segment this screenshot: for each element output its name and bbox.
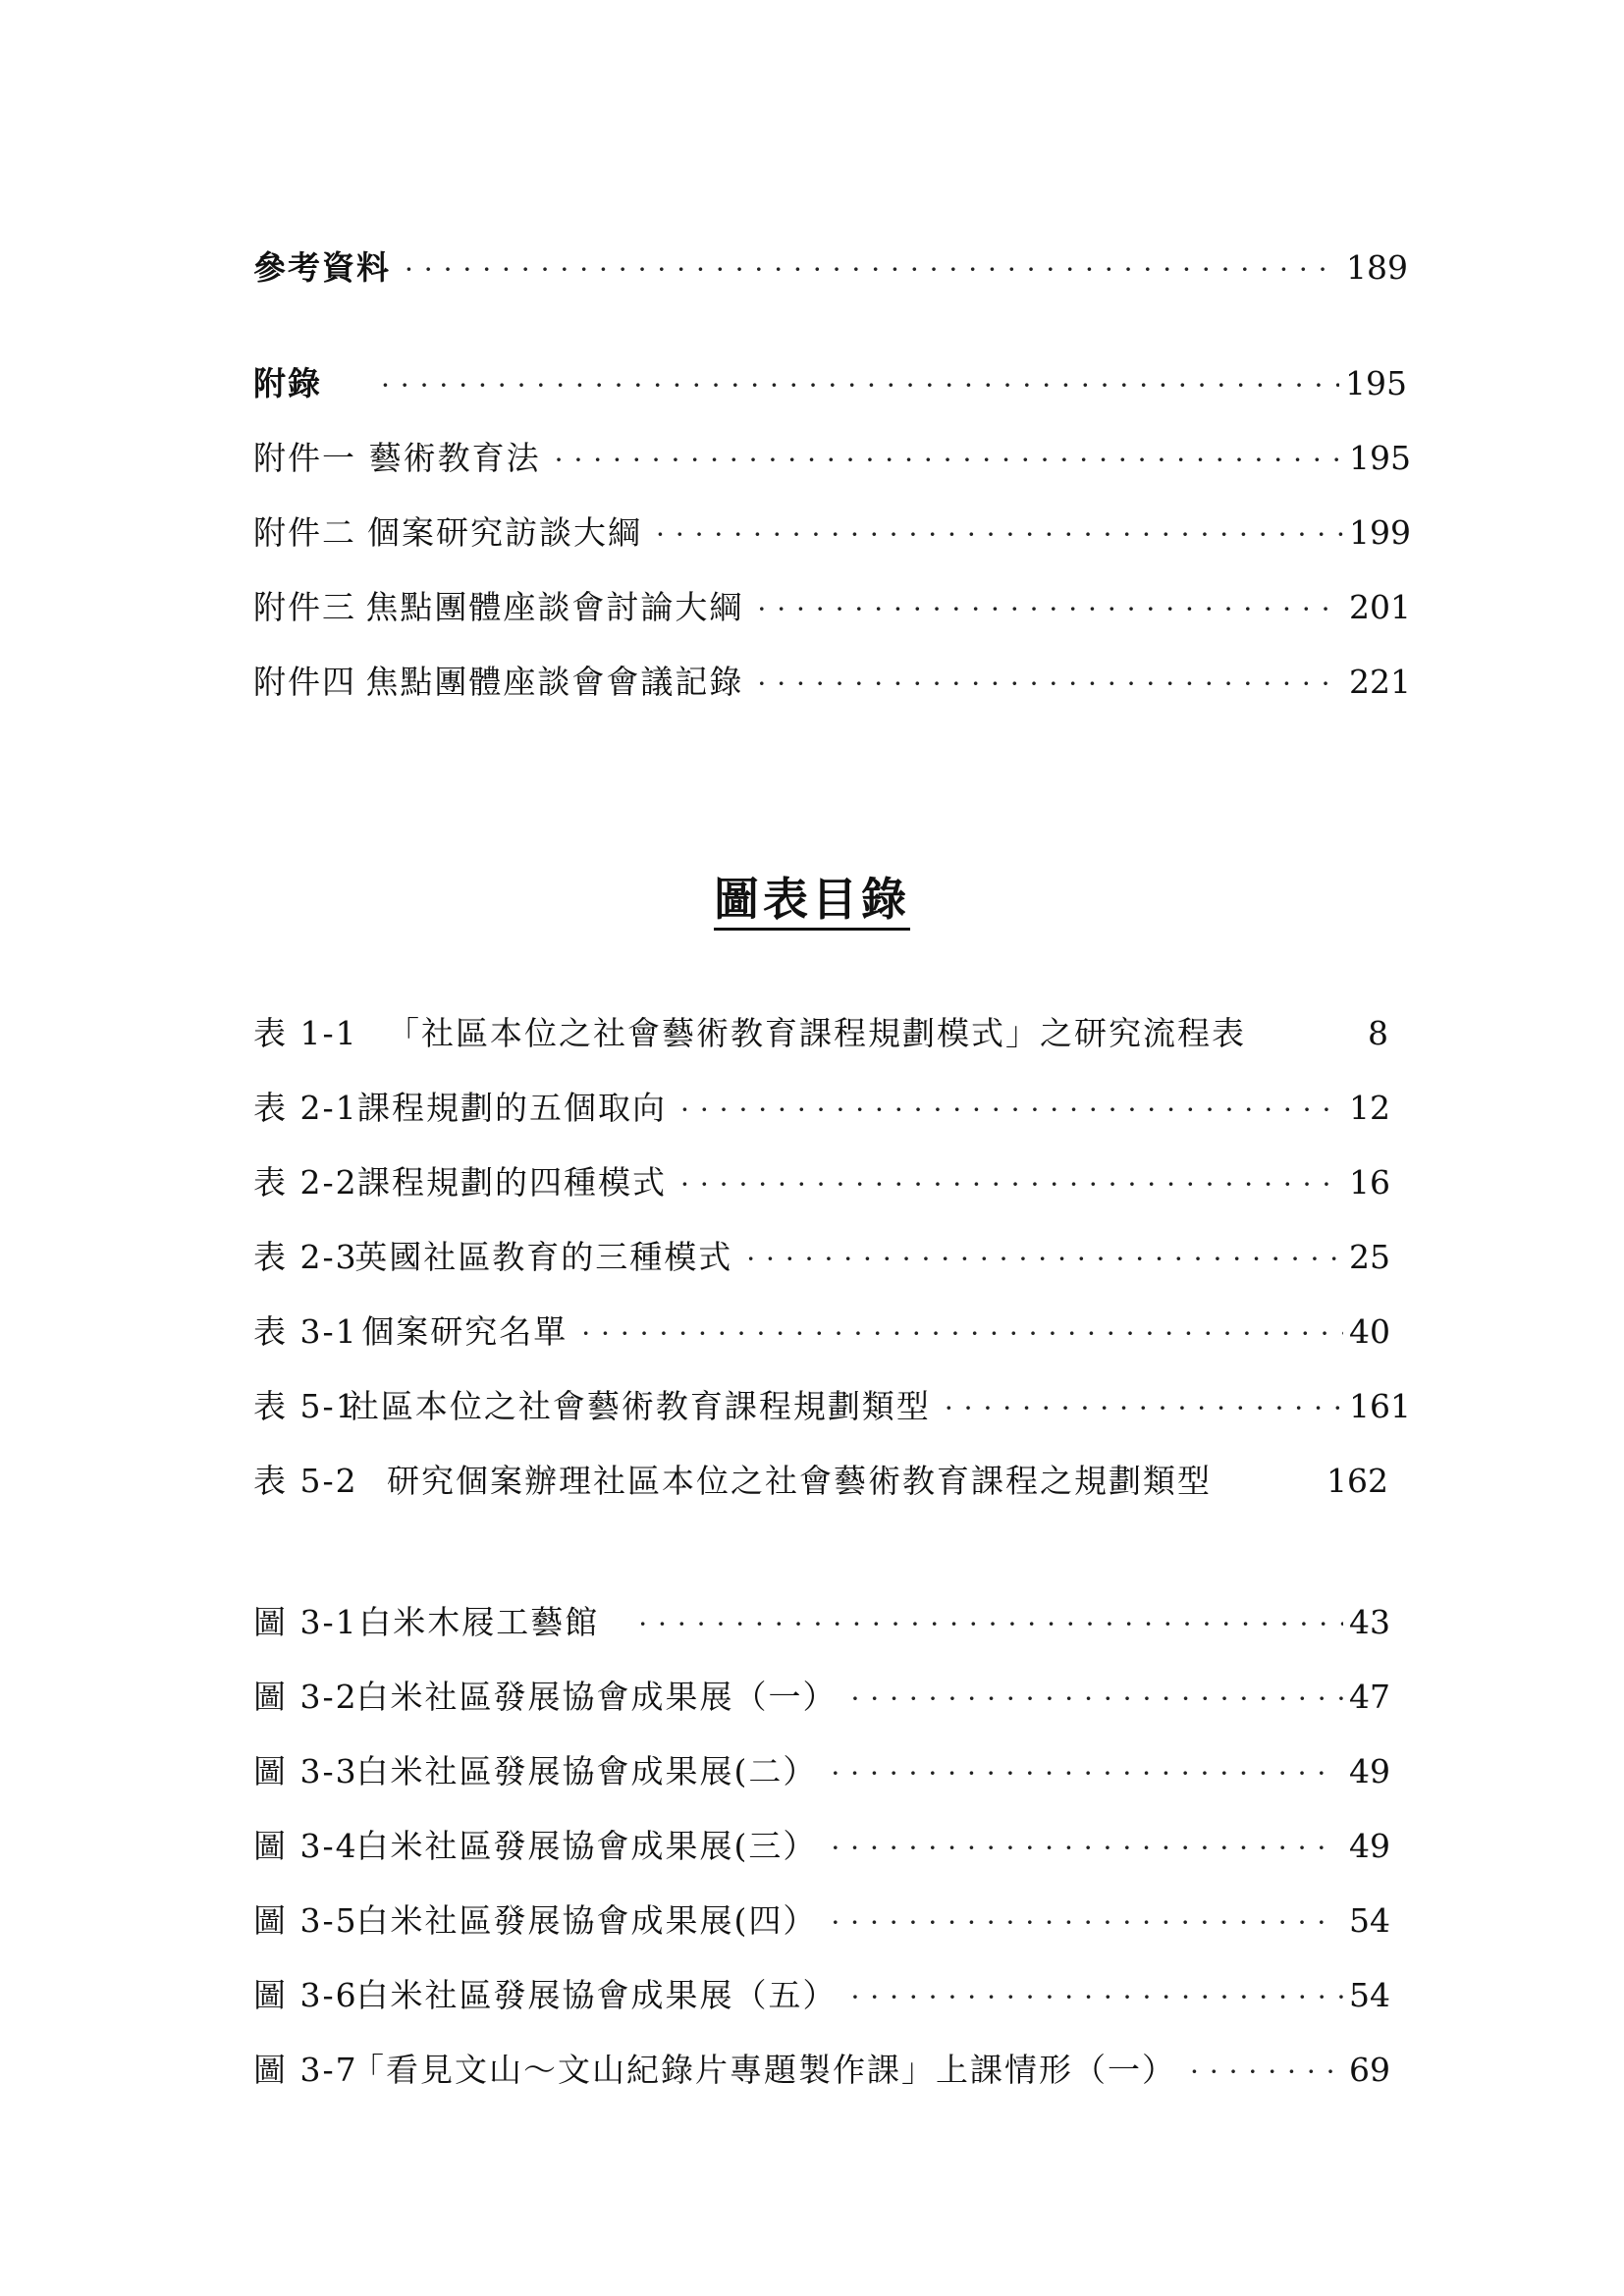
dot-leader — [581, 1310, 1343, 1358]
toc-entry-table-5-1[interactable] — [253, 1383, 1411, 1430]
dot-leader — [757, 586, 1343, 633]
toc-entry-prefix: 表 2-1 — [253, 1089, 358, 1127]
dot-leader — [638, 1601, 1343, 1648]
toc-page-number: 47 — [1349, 1678, 1390, 1716]
toc-entry-title: 「看見文山～文山紀錄片專題製作課」上課情形（一） — [352, 2051, 1177, 2089]
toc-entry-table-2-1[interactable] — [253, 1085, 1388, 1132]
toc-page-number: 54 — [1349, 1901, 1390, 1940]
toc-page-number: 43 — [1349, 1603, 1390, 1641]
dot-leader — [757, 661, 1343, 708]
toc-page-number: 54 — [1349, 1976, 1390, 2014]
dot-leader — [680, 1161, 1343, 1208]
toc-entry-title: 焦點團體座談會會議記錄 — [365, 663, 744, 701]
toc-entry-appendix[interactable] — [253, 360, 1407, 407]
toc-page-number: 221 — [1349, 663, 1411, 701]
toc-entry-prefix: 圖 3-7 — [253, 2051, 358, 2089]
toc-entry-title: 個案研究名單 — [361, 1312, 568, 1351]
dot-leader — [381, 362, 1339, 409]
toc-entry-table-5-2[interactable] — [253, 1458, 1388, 1505]
toc-entry-title: 課程規劃的四種模式 — [357, 1163, 668, 1201]
toc-page-number: 199 — [1349, 513, 1411, 552]
dot-leader — [746, 1236, 1343, 1283]
toc-entry-title: 課程規劃的五個取向 — [357, 1089, 668, 1127]
toc-page-number: 69 — [1349, 2051, 1390, 2089]
toc-page-number: 25 — [1349, 1238, 1390, 1276]
toc-entry-prefix: 圖 3-1 — [253, 1603, 358, 1641]
dot-leader — [945, 1385, 1343, 1432]
toc-entry-figure-3-7[interactable] — [253, 2047, 1388, 2094]
toc-entry-appendix-2[interactable] — [253, 509, 1411, 557]
toc-entry-title: 焦點團體座談會討論大綱 — [365, 588, 744, 626]
toc-entry-title: 個案研究訪談大綱 — [367, 513, 643, 552]
toc-entry-figure-3-3[interactable] — [253, 1748, 1388, 1795]
toc-entry-figure-3-6[interactable] — [253, 1972, 1388, 2019]
dot-leader — [405, 246, 1340, 294]
section-title — [0, 870, 1624, 929]
toc-page-number: 161 — [1349, 1387, 1411, 1425]
toc-page-number: 195 — [1344, 364, 1407, 402]
toc-entry-table-3-1[interactable] — [253, 1308, 1388, 1356]
toc-entry-title: 白米社區發展協會成果展(四） — [355, 1901, 818, 1940]
section-title-text: 圖表目錄 — [714, 873, 910, 931]
toc-entry-figure-3-2[interactable] — [253, 1674, 1388, 1721]
toc-entry-prefix: 表 5-1 — [253, 1387, 358, 1425]
toc-page-number: 49 — [1349, 1827, 1390, 1865]
toc-entry-prefix: 附件三 — [253, 588, 356, 626]
dot-leader — [831, 1899, 1324, 1947]
toc-page-number: 40 — [1349, 1312, 1390, 1351]
dot-leader — [831, 1750, 1324, 1797]
toc-entry-prefix: 附件一 — [253, 439, 356, 477]
toc-entry-title: 「社區本位之社會藝術教育課程規劃模式」之研究流程表 — [387, 1014, 1246, 1052]
toc-entry-figure-3-1[interactable] — [253, 1599, 1388, 1646]
toc-entry-prefix: 表 2-3 — [253, 1238, 358, 1276]
toc-entry-title: 白米社區發展協會成果展（一） — [355, 1678, 838, 1716]
toc-entry-title: 白米社區發展協會成果展（五） — [355, 1976, 838, 2014]
toc-entry-table-2-3[interactable] — [253, 1234, 1388, 1281]
toc-entry-title: 藝術教育法 — [368, 439, 541, 477]
toc-page-number: 8 — [1368, 1014, 1388, 1052]
toc-entry-label: 參考資料 — [253, 248, 391, 287]
toc-page-number: 12 — [1349, 1089, 1390, 1127]
dot-leader — [656, 511, 1343, 559]
toc-entry-figure-3-4[interactable] — [253, 1823, 1388, 1870]
toc-entry-title: 社區本位之社會藝術教育課程規劃類型 — [346, 1387, 931, 1425]
toc-entry-references[interactable] — [253, 244, 1408, 292]
toc-entry-table-2-2[interactable] — [253, 1159, 1388, 1206]
toc-entry-prefix: 表 3-1 — [253, 1312, 358, 1351]
toc-page-number: 189 — [1345, 248, 1408, 287]
toc-entry-appendix-3[interactable] — [253, 584, 1411, 631]
toc-entry-prefix: 表 1-1 — [253, 1014, 358, 1052]
toc-entry-prefix: 圖 3-6 — [253, 1976, 358, 2014]
toc-entry-figure-3-5[interactable] — [253, 1897, 1388, 1945]
dot-leader — [850, 1676, 1343, 1723]
toc-entry-prefix: 圖 3-4 — [253, 1827, 358, 1865]
toc-page-number: 201 — [1349, 588, 1411, 626]
toc-entry-label: 附錄 — [253, 364, 322, 402]
toc-entry-appendix-1[interactable] — [253, 435, 1411, 482]
toc-page-number: 162 — [1326, 1462, 1388, 1500]
toc-page-number: 195 — [1349, 439, 1411, 477]
toc-entry-title: 白米木屐工藝館 — [358, 1603, 600, 1641]
toc-entry-prefix: 圖 3-3 — [253, 1752, 358, 1790]
toc-entry-appendix-4[interactable] — [253, 659, 1411, 706]
toc-entry-prefix: 附件四 — [253, 663, 356, 701]
toc-entry-prefix: 附件二 — [253, 513, 356, 552]
toc-entry-table-1-1[interactable] — [253, 1010, 1388, 1057]
toc-entry-title: 研究個案辦理社區本位之社會藝術教育課程之規劃類型 — [387, 1462, 1212, 1500]
toc-entry-title: 白米社區發展協會成果展(三） — [355, 1827, 818, 1865]
toc-page-number: 49 — [1349, 1752, 1390, 1790]
toc-entry-prefix: 圖 3-5 — [253, 1901, 358, 1940]
toc-entry-title: 白米社區發展協會成果展(二） — [355, 1752, 818, 1790]
dot-leader — [1190, 2049, 1343, 2096]
dot-leader — [831, 1825, 1324, 1872]
toc-entry-prefix: 表 2-2 — [253, 1163, 358, 1201]
toc-entry-title: 英國社區教育的三種模式 — [354, 1238, 733, 1276]
toc-page-number: 16 — [1349, 1163, 1390, 1201]
toc-entry-prefix: 表 5-2 — [253, 1462, 358, 1500]
toc-entry-prefix: 圖 3-2 — [253, 1678, 358, 1716]
dot-leader — [680, 1087, 1343, 1134]
dot-leader — [850, 1974, 1343, 2021]
dot-leader — [555, 437, 1343, 484]
